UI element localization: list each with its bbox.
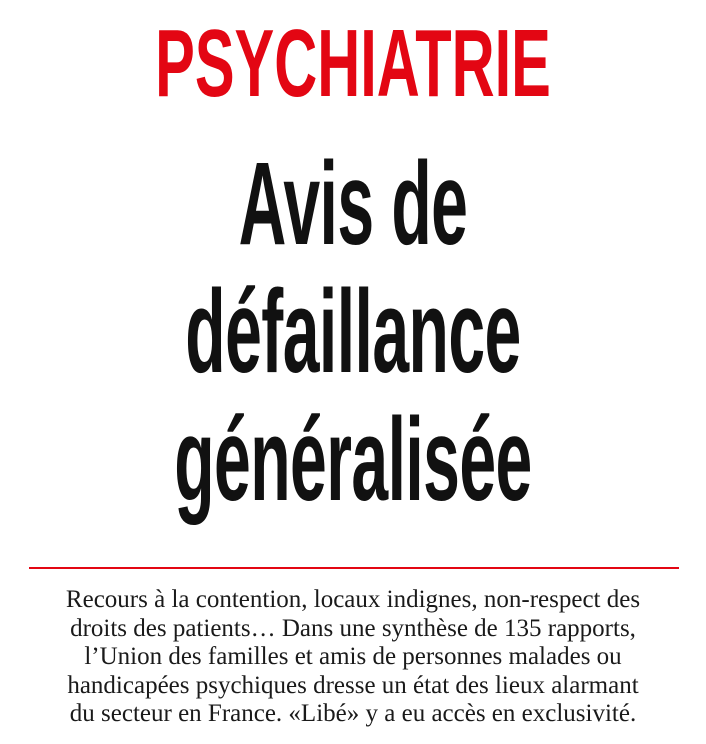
lead-line: du secteur en France. «Libé» y a eu accès en exclusivité. — [69, 700, 637, 727]
headline-line: généralisée — [174, 394, 532, 526]
lead-paragraph — [20, 586, 686, 729]
lead-line: Recours à la contention, locaux indignes, non-respect des — [65, 586, 641, 613]
divider-rule — [29, 567, 679, 569]
lead-line: droits des patients… Dans une synthèse de 135 rapports, — [70, 614, 636, 642]
headline-line: Avis de — [238, 138, 468, 270]
headline-line: défaillance — [185, 266, 521, 398]
headline — [0, 140, 706, 524]
lead-line: handicapées psychiques dresse un état des lieux alarmant — [67, 671, 639, 699]
section-kicker: PSYCHIATRIE — [155, 10, 551, 117]
lead-line: l’Union des familles et amis de personnes malades ou — [84, 643, 622, 670]
